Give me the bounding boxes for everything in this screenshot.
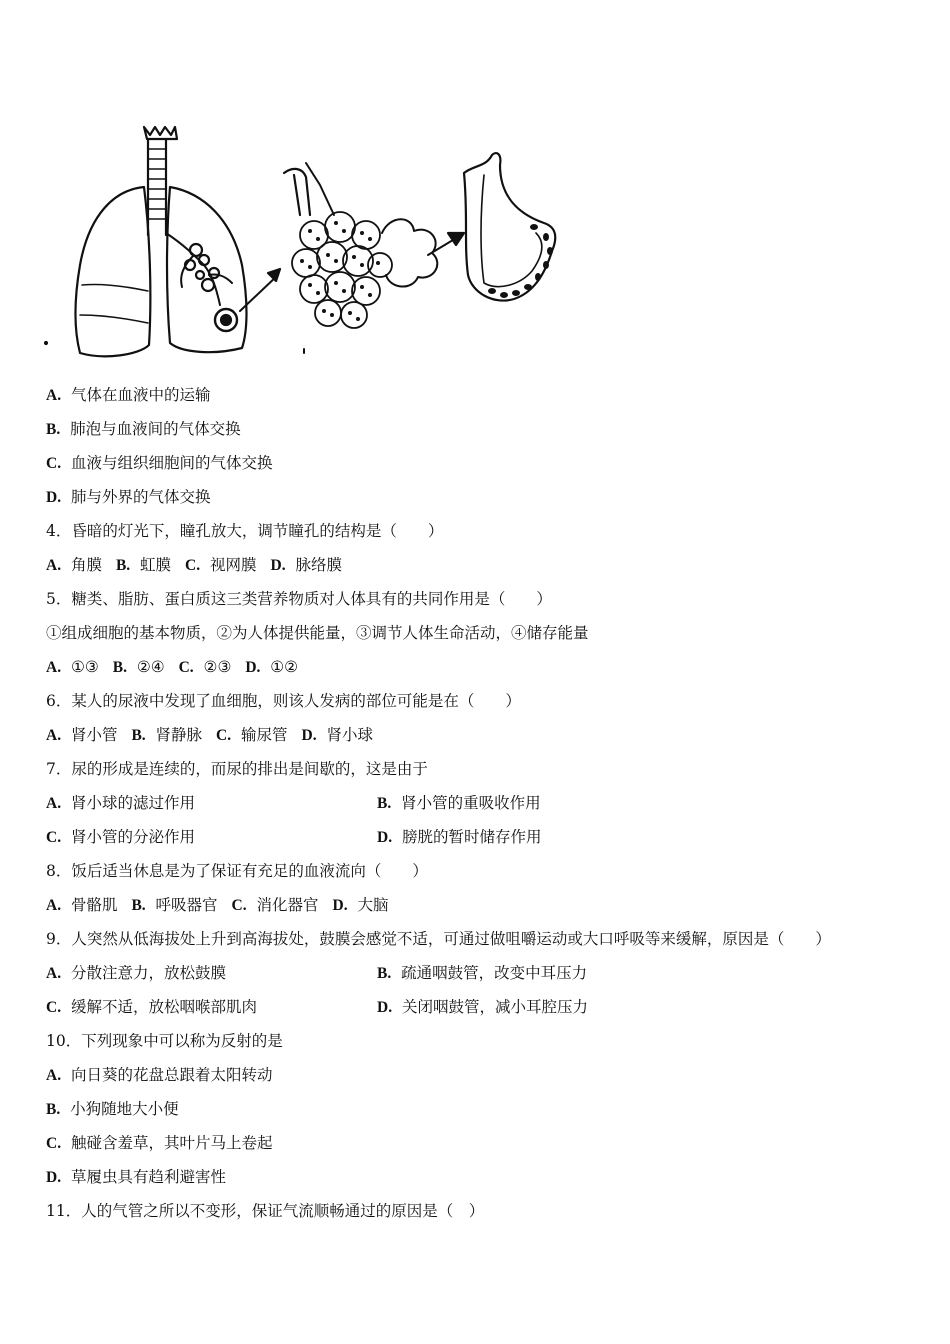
- answer-option-label: C.: [216, 727, 232, 744]
- answer-option-label: A.: [46, 965, 62, 982]
- option-line: [46, 378, 926, 412]
- answer-option-right: [377, 820, 541, 855]
- answer-option-label: A.: [46, 387, 62, 404]
- question-text: 11．人的气管之所以不变形，保证气流顺畅通过的原因是（ ）: [46, 1202, 485, 1220]
- answer-option-label: C.: [46, 829, 62, 846]
- question-text: 7．尿的形成是连续的，而尿的排出是间歇的，这是由于: [46, 760, 428, 778]
- answer-option-left: [46, 794, 195, 812]
- answer-option-text: 脉络膜: [295, 556, 342, 574]
- answer-option-text: ②④: [136, 658, 165, 676]
- answer-option-text: 肺泡与血液间的气体交换: [70, 420, 241, 438]
- answer-option-label: D.: [377, 829, 393, 846]
- option-line: [46, 1160, 926, 1194]
- answer-option-label: D.: [301, 727, 317, 744]
- question-line: [46, 616, 926, 650]
- answer-option-text: 肾小管的分泌作用: [70, 828, 195, 846]
- answer-option-text: ①②: [270, 658, 299, 676]
- option-line: [46, 820, 926, 854]
- answer-option-label: C.: [185, 557, 201, 574]
- lungs-alveoli-illustration: [44, 115, 574, 365]
- answer-option-text: 呼吸器官: [155, 896, 218, 914]
- answer-option-right: [377, 786, 541, 821]
- answer-option-label: A.: [46, 897, 62, 914]
- answer-option-text: 草履虫具有趋利避害性: [70, 1168, 226, 1186]
- question-text: ①组成细胞的基本物质，②为人体提供能量，③调节人体生命活动，④储存能量: [46, 624, 589, 642]
- answer-option-text: 疏通咽鼓管，改变中耳压力: [401, 964, 588, 982]
- answer-option-text: 向日葵的花盘总跟着太阳转动: [70, 1066, 273, 1084]
- answer-option-label: D.: [245, 659, 261, 676]
- answer-option-left: [46, 828, 195, 846]
- answer-option-label: C.: [231, 897, 247, 914]
- question-line: [46, 514, 926, 548]
- answer-option-label: C.: [178, 659, 194, 676]
- option-line: [46, 956, 926, 990]
- question-text: 9．人突然从低海拔处上升到高海拔处，鼓膜会感觉不适，可通过做咀嚼运动或大口呼吸等来缓解，原因是（ ）: [46, 930, 831, 948]
- option-line: [46, 1092, 926, 1126]
- answer-option-label: B.: [131, 727, 146, 744]
- option-line: [46, 786, 926, 820]
- answer-option-text: 虹膜: [140, 556, 172, 574]
- question-text: 5．糖类、脂肪、蛋白质这三类营养物质对人体具有的共同作用是（ ）: [46, 590, 552, 608]
- option-line: [46, 650, 926, 684]
- answer-option-label: B.: [377, 795, 392, 812]
- answer-option-text: 大脑: [357, 896, 389, 914]
- bronchiole-shape: [284, 169, 310, 215]
- answer-option-label: B.: [377, 965, 392, 982]
- answer-option-text: 肾小管: [70, 726, 118, 744]
- answer-option-label: A.: [46, 1067, 62, 1084]
- answer-option-label: A.: [46, 795, 62, 812]
- answer-option-text: 血液与组织细胞间的气体交换: [70, 454, 273, 472]
- question-line: [46, 854, 926, 888]
- option-line: [46, 990, 926, 1024]
- answer-option-label: C.: [46, 1135, 62, 1152]
- option-line: [46, 888, 926, 922]
- answer-option-text: ②③: [203, 658, 232, 676]
- answer-option-label: B.: [46, 1101, 61, 1118]
- answer-option-text: 骨骼肌: [70, 896, 118, 914]
- answer-option-label: D.: [377, 999, 393, 1016]
- answer-option-text: 输尿管: [240, 726, 288, 744]
- answer-option-text: 肾小球: [326, 726, 373, 744]
- answer-option-text: 膀胱的暂时储存作用: [401, 828, 542, 846]
- answer-option-left: [46, 998, 257, 1016]
- option-line: [46, 412, 926, 446]
- answer-option-label: B.: [46, 421, 61, 438]
- answer-option-label: A.: [46, 659, 62, 676]
- answer-option-text: 肾静脉: [155, 726, 203, 744]
- option-line: [46, 1126, 926, 1160]
- question-text: 6．某人的尿液中发现了血细胞，则该人发病的部位可能是在（ ）: [46, 692, 521, 710]
- answer-option-text: 角膜: [70, 556, 102, 574]
- answer-option-text: 缓解不适，放松咽喉部肌肉: [70, 998, 257, 1016]
- answer-option-text: 视网膜: [209, 556, 257, 574]
- left-lung-shape: [76, 187, 151, 356]
- answer-option-right: [377, 990, 588, 1025]
- alveoli-cluster-shape: [292, 212, 392, 328]
- question-text: 4．昏暗的灯光下，瞳孔放大，调节瞳孔的结构是（ ）: [46, 522, 444, 540]
- answer-option-text: 消化器官: [256, 896, 319, 914]
- answer-option-label: A.: [46, 727, 62, 744]
- answer-option-label: B.: [115, 557, 131, 574]
- answer-option-label: D.: [46, 489, 62, 506]
- question-line: [46, 922, 926, 956]
- answer-option-label: B.: [112, 659, 127, 676]
- answer-option-label: D.: [46, 1169, 62, 1186]
- alveolar-sac-shape: [382, 219, 437, 286]
- question-line: [46, 684, 926, 718]
- answer-option-text: 气体在血液中的运输: [70, 386, 211, 404]
- alveolus-wall-shape: [464, 153, 555, 300]
- answer-option-label: D.: [270, 557, 286, 574]
- trachea-shape: [148, 139, 166, 235]
- question-line: [46, 1194, 926, 1228]
- question-line: [46, 582, 926, 616]
- option-line: [46, 548, 926, 582]
- answer-option-text: 触碰含羞草，其叶片马上卷起: [70, 1134, 273, 1152]
- option-line: [46, 1058, 926, 1092]
- question-text: 10．下列现象中可以称为反射的是: [46, 1032, 283, 1050]
- question-line: [46, 752, 926, 786]
- answer-option-label: D.: [332, 897, 348, 914]
- answer-option-label: A.: [46, 557, 62, 574]
- question-lines: [46, 378, 926, 1228]
- option-line: [46, 718, 926, 752]
- answer-option-text: 小狗随地大小便: [70, 1100, 179, 1118]
- respiratory-diagram: [44, 115, 574, 365]
- answer-option-text: 肾小球的滤过作用: [70, 794, 195, 812]
- answer-option-label: C.: [46, 455, 62, 472]
- answer-option-text: 关闭咽鼓管，减小耳腔压力: [401, 998, 588, 1016]
- question-line: [46, 1024, 926, 1058]
- answer-option-label: B.: [131, 897, 146, 914]
- option-line: [46, 480, 926, 514]
- answer-option-text: 肺与外界的气体交换: [70, 488, 211, 506]
- answer-option-text: 肾小管的重吸收作用: [401, 794, 541, 812]
- answer-option-right: [377, 956, 587, 991]
- question-text: 8．饭后适当休息是为了保证有充足的血液流向（ ）: [46, 862, 428, 880]
- answer-option-left: [46, 964, 226, 982]
- answer-option-text: 分散注意力，放松鼓膜: [70, 964, 226, 982]
- option-line: [46, 446, 926, 480]
- answer-option-text: ①③: [70, 658, 99, 676]
- larynx-shape: [144, 127, 177, 139]
- answer-option-label: C.: [46, 999, 62, 1016]
